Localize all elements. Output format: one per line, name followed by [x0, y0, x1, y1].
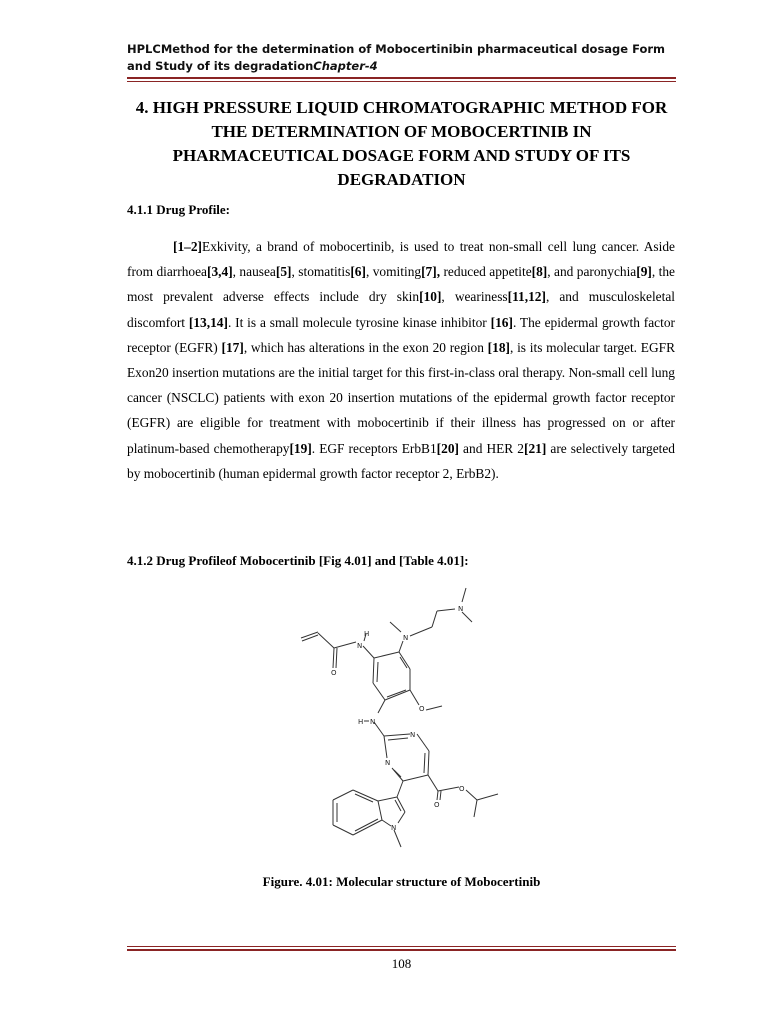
footer-rule-thick	[127, 949, 676, 951]
atom-label: N	[403, 634, 409, 642]
paragraph-text: are selectively targeted by mobocertinib (human epidermal growth factor receptor 2, ErbB2).	[127, 440, 675, 481]
paragraph-text: , and musculoskeletal discomfort	[127, 289, 676, 330]
atom-label: H	[358, 718, 364, 726]
citation: [1–2]	[173, 239, 203, 254]
citation: [17]	[221, 339, 244, 355]
paragraph-text: . It is a small molecule tyrosine kinase inhibitor	[227, 314, 491, 330]
header-line-1: HPLCMethod for the determination of Mobocertinibin pharmaceutical dosage Form	[127, 42, 666, 56]
drug-profile-paragraph	[127, 234, 675, 486]
page-number: 108	[391, 956, 412, 971]
citation: [9]	[636, 264, 652, 280]
paragraph-text: . The epidermal growth factor receptor (EGFR)	[127, 314, 675, 355]
paragraph-text: . EGF receptors ErbB1	[311, 440, 437, 456]
atom-label: N	[385, 759, 391, 767]
citation: [7],	[421, 264, 441, 280]
header-rule-thin	[127, 81, 676, 82]
citation: [10]	[419, 289, 442, 305]
paragraph-text: , the most prevalent adverse effects include dry skin	[127, 264, 676, 305]
citation: [21]	[524, 440, 547, 456]
paragraph-text: , stomatitis	[291, 264, 351, 280]
paragraph-text: , vomiting	[365, 264, 422, 280]
header-chapter-label: Chapter-4	[313, 59, 378, 73]
paragraph-text: , which has alterations in the exon 20 region	[243, 339, 488, 355]
atom-label: N	[410, 731, 416, 739]
atom-label: N	[370, 718, 376, 726]
header-rule-thick	[127, 77, 676, 79]
section-heading-4-1-2: 4.1.2 Drug Profileof Mobocertinib [Fig 4.01] and [Table 4.01]:	[127, 553, 469, 568]
figure-caption: Figure. 4.01: Molecular structure of Mobocertinib	[262, 874, 541, 889]
citation: [5]	[275, 264, 292, 280]
atom-label: O	[459, 785, 465, 793]
citation: [19]	[289, 440, 312, 456]
paragraph-text: Exkivity, a brand of mobocertinib, is used to treat non-small cell lung cancer. Aside from diarrhoea	[127, 239, 675, 280]
paragraph-text: , nausea	[232, 264, 276, 280]
paragraph-text: and HER 2	[458, 440, 524, 456]
paragraph-text: , and paronychia	[547, 264, 637, 280]
molecular-structure-figure	[270, 583, 520, 855]
citation: [8]	[531, 264, 548, 280]
header-line-2	[127, 58, 687, 75]
citation: [20]	[436, 440, 459, 456]
citation: [11,12]	[507, 289, 546, 305]
mobocertinib-structure-diagram	[270, 583, 520, 855]
citation: [3,4]	[207, 264, 233, 280]
section-heading-4-1-1: 4.1.1 Drug Profile:	[127, 202, 231, 217]
atom-label: H	[364, 630, 370, 638]
citation: [13,14]	[188, 314, 228, 330]
atom-label: N	[391, 824, 397, 832]
footer-rule-thin	[127, 946, 676, 947]
citation: [18]	[487, 339, 510, 355]
citation: [6]	[350, 264, 366, 280]
running-header	[127, 41, 687, 75]
atom-label: O	[434, 801, 440, 809]
paragraph-text: , weariness	[441, 289, 508, 305]
atom-label: O	[331, 669, 337, 677]
bonds	[301, 588, 498, 847]
citation: [16]	[490, 314, 513, 330]
header-line-2-text: and Study of its degradation	[127, 59, 314, 73]
chapter-title: 4. HIGH PRESSURE LIQUID CHROMATOGRAPHIC METHOD FOR THE DETERMINATION OF MOBOCERTINIB IN PHARMACEUTICAL DOSAGE FORM AND STUDY OF ITS DEGRADATION	[135, 98, 668, 189]
atom-label: N	[357, 642, 363, 650]
paragraph-text: , is its molecular target. EGFR Exon20 insertion mutations are the initial target for this first-in-class oral therapy. Non-small cell lung cancer (NSCLC) patients with exon 20 insertion mutations of the epidermal growth factor receptor (EGFR) are eligible for treatment with mobocertinib if their illness has progressed on or after platinum-based chemotherapy	[127, 339, 676, 456]
paragraph-text: reduced appetite	[440, 264, 532, 280]
atom-label: O	[419, 705, 425, 713]
atom-label: N	[458, 605, 464, 613]
